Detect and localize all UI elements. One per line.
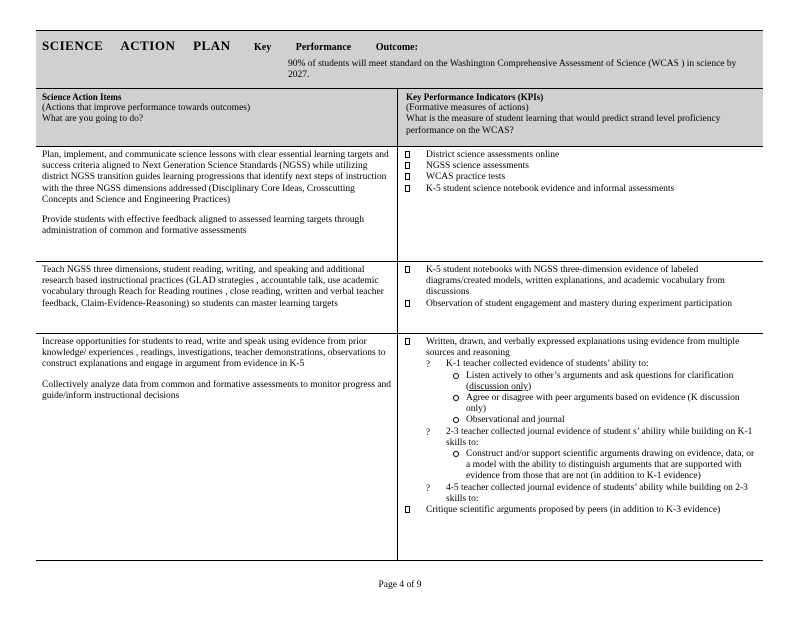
list-item: Construct and/or support scientific arguments drawing on evidence, data, or a model with the ability to distinguish arguments that are supported with evidence from those that are not (in addition to K-1 evidence) bbox=[406, 449, 759, 483]
action-text: Plan, implement, and communicate science lessons with clear essential learning targets and success criteria aligned to Next Generation Science Standards (NGSS) while utilizing district NGSS transition guides learning progressions that identify next steps of instruction with the three NGSS dimensions addressed (Disciplinary Core Ideas, Crosscutting Concepts and Science and Engineering Practices) bbox=[42, 150, 389, 205]
right-column-header bbox=[398, 89, 763, 146]
plan-header-row bbox=[36, 31, 763, 89]
bullet-icon bbox=[405, 506, 410, 513]
bullet-icon bbox=[405, 151, 410, 158]
action-text: Provide students with effective feedback aligned to assessed learning targets through administration of common and formative assessments bbox=[42, 215, 365, 237]
action-plan-table bbox=[36, 30, 763, 561]
action-cell bbox=[36, 147, 398, 261]
kpo-text: 90% of students will meet standard on the Washington Comprehensive Assessment of Science (WCAS ) in science by 2027. bbox=[288, 59, 737, 80]
kpo-label: Key Performance Outcome: bbox=[254, 42, 418, 53]
question-mark-icon: ? bbox=[426, 426, 430, 437]
bullet-icon bbox=[405, 266, 410, 273]
kpi-list bbox=[406, 150, 759, 195]
list-item: ? 4-5 teacher collected journal evidence of students’ ability while building on 2-3 skills to: bbox=[426, 482, 748, 504]
question-mark-icon: ? bbox=[426, 482, 430, 493]
action-text: Teach NGSS three dimensions, student reading, writing, and speaking and additional research based instructional practices (GLAD strategies , accountable talk, use academic vocabulary through Reach for Reading routines , close reading, written and verbal teacher feedback, Claim-Evidence-Reasoning) so students can master learning targets bbox=[42, 265, 384, 309]
bullet-icon bbox=[405, 300, 410, 307]
circle-bullet-icon bbox=[453, 373, 459, 379]
left-column-title: Science Action Items bbox=[42, 92, 122, 102]
list-item: District science assessments online bbox=[406, 150, 759, 161]
bullet-icon bbox=[405, 173, 410, 180]
list-item: Observation of student engagement and mastery during experiment participation bbox=[406, 299, 759, 310]
list-item: NGSS science assessments bbox=[406, 161, 759, 172]
list-item: WCAS practice tests bbox=[406, 172, 759, 183]
kpi-list bbox=[406, 337, 759, 516]
circle-bullet-icon bbox=[453, 417, 459, 423]
list-item: ? K-1 teacher collected evidence of students’ ability to: bbox=[426, 359, 649, 370]
list-item: K-5 student science notebook evidence and informal assessments bbox=[406, 184, 759, 195]
circle-bullet-icon bbox=[453, 451, 459, 457]
page-number: Page 4 of 9 bbox=[378, 580, 422, 590]
list-item: Critique scientific arguments proposed by peers (in addition to K-3 evidence) bbox=[406, 505, 759, 516]
action-cell bbox=[36, 262, 398, 333]
kpi-list bbox=[406, 265, 759, 310]
action-cell bbox=[36, 334, 398, 560]
action-text: Collectively analyze data from common and formative assessments to monitor progress and guide/inform instructional decisions bbox=[42, 379, 392, 401]
table-row bbox=[36, 147, 763, 262]
list-item: Agree or disagree with peer arguments based on evidence (K discussion only) bbox=[406, 393, 759, 415]
plan-title: SCIENCE ACTION PLAN bbox=[42, 38, 231, 53]
table-row bbox=[36, 334, 763, 561]
left-column-header bbox=[36, 89, 398, 146]
list-item: Listen actively to other’s arguments and ask questions for clarification (discussion only) bbox=[406, 371, 759, 393]
left-column-question: What are you going to do? bbox=[42, 114, 144, 125]
right-column-question: What is the measure of student learning that would predict strand level proficiency performance on the WCAS? bbox=[406, 114, 721, 136]
right-column-title: Key Performance Indicators (KPIs) bbox=[406, 92, 544, 102]
kpi-cell bbox=[398, 262, 763, 333]
circle-bullet-icon bbox=[453, 395, 459, 401]
bullet-icon bbox=[405, 162, 410, 169]
table-row bbox=[36, 262, 763, 334]
question-mark-icon: ? bbox=[426, 359, 430, 370]
list-item: Observational and journal bbox=[406, 415, 759, 426]
bullet-icon bbox=[405, 185, 410, 192]
kpi-cell bbox=[398, 147, 763, 261]
list-item: K-5 student notebooks with NGSS three-dimension evidence of labeled diagrams/created models, written explanations, and academic vocabulary from discussions bbox=[406, 265, 759, 299]
kpi-cell bbox=[398, 334, 763, 560]
list-item: ? 2-3 teacher collected journal evidence of student s’ ability while building on K-1 skills to: bbox=[426, 426, 753, 448]
right-column-subtitle: (Formative measures of actions) bbox=[406, 103, 529, 114]
column-header-row bbox=[36, 89, 763, 147]
list-item: Written, drawn, and verbally expressed explanations using evidence from multiple sources and reasoning bbox=[406, 337, 759, 359]
action-text: Increase opportunities for students to read, write and speak using evidence from prior knowledge/ experiences , readings, investigations, teacher demonstrations, observations to construct explanations and engage in argument from evidence in K-5 bbox=[42, 337, 386, 370]
left-column-subtitle: (Actions that improve performance towards outcomes) bbox=[42, 103, 251, 114]
bullet-icon bbox=[405, 338, 410, 345]
